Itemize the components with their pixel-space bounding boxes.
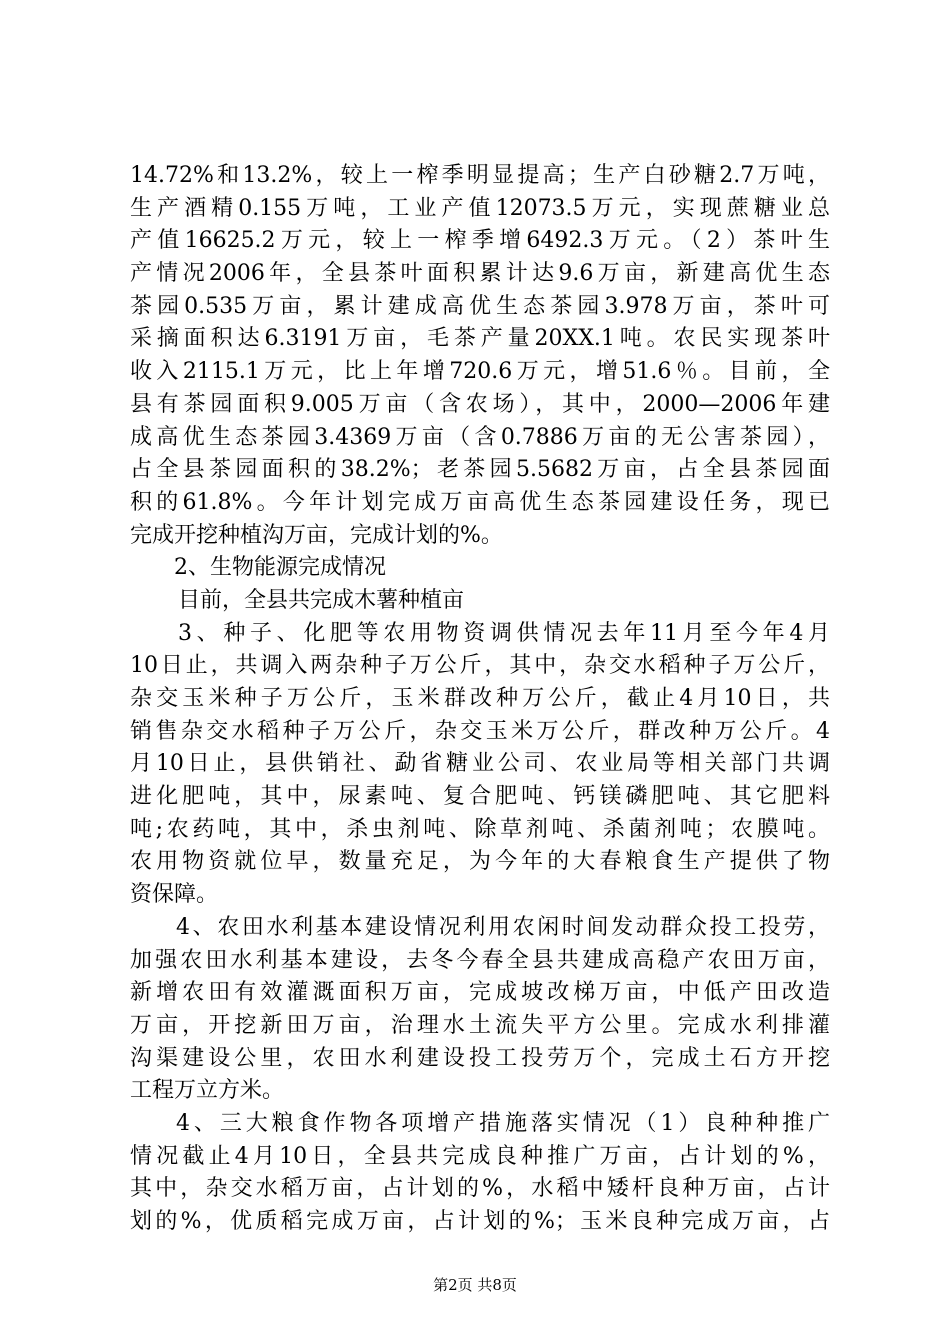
text-line: 4、农田水利基本建设情况利用农闲时间发动群众投工投劳， [176,914,830,940]
text-line: 积的61.8%。今年计划完成万亩高优生态茶园建设任务，现已 [130,489,830,515]
text-line: 月10日止，县供销社、勐省糖业公司、农业局等相关部门共调 [130,751,830,777]
text-line: 占全县茶园面积的38.2%；老茶园5.5682万亩，占全县茶园面 [130,457,830,483]
text-line: 其中，杂交水稻万亩，占计划的%，水稻中矮杆良种万亩，占计 [130,1176,830,1202]
text-line: 4、三大粮食作物各项增产措施落实情况（1）良种种推广 [176,1110,830,1136]
text-line: 新增农田有效灌溉面积万亩，完成坡改梯万亩，中低产田改造 [130,980,830,1006]
text-line: 划的%，优质稻完成万亩，占计划的%；玉米良种完成万亩，占 [130,1209,830,1234]
text-line: 工程万立方米。 [130,1078,285,1104]
text-line: 茶园0.535万亩，累计建成高优生态茶园3.978万亩，茶叶可 [130,293,830,319]
text-line: 县有茶园面积9.005万亩（含农场），其中，2000—2006年建 [130,391,830,417]
text-line: 10日止，共调入两杂种子万公斤，其中，杂交水稻种子万公斤， [130,653,830,679]
text-line: 成高优生态茶园3.4369万亩（含0.7886万亩的无公害茶园）， [130,424,830,450]
text-line: 完成开挖种植沟万亩，完成计划的%。 [130,522,503,548]
text-line: 收入2115.1万元，比上年增720.6万元，增51.6％。目前，全 [130,359,830,385]
text-line: 沟渠建设公里，农田水利建设投工投劳万个，完成土石方开挖 [130,1045,830,1071]
text-line: 加强农田水利基本建设，去冬今春全县共建成高稳产农田万亩， [130,947,830,973]
text-line: 生产酒精0.155万吨，工业产值12073.5万元，实现蔗糖业总 [130,195,830,221]
text-line: 进化肥吨，其中，尿素吨、复合肥吨、钙镁磷肥吨、其它肥料 [130,784,830,810]
text-line: 农用物资就位早，数量充足，为今年的大春粮食生产提供了物 [130,849,830,875]
text-line: 杂交玉米种子万公斤，玉米群改种万公斤，截止4月10日，共 [130,686,830,711]
text-line: 情况截止4月10日，全县共完成良种推广万亩，占计划的%， [130,1143,830,1169]
text-line: 万亩，开挖新田万亩，治理水土流失平方公里。完成水利排灌 [130,1012,830,1038]
page-number-footer: 第2页 共8页 [433,1276,517,1294]
text-line: 销售杂交水稻种子万公斤，杂交玉米万公斤，群改种万公斤。4 [130,718,830,744]
text-line: 目前，全县共完成木薯种植亩 [178,587,465,613]
text-line: 产值16625.2万元，较上一榨季增6492.3万元。（2）茶叶生 [130,228,830,254]
text-line: 14.72%和13.2%，较上一榨季明显提高；生产白砂糖2.7万吨， [130,163,830,188]
text-line: 吨;农药吨，其中，杀虫剂吨、除草剂吨、杀菌剂吨；农膜吨。 [130,816,830,842]
text-line: 产情况2006年，全县茶叶面积累计达9.6万亩，新建高优生态 [130,261,830,287]
document-body [130,160,830,1239]
text-line: 资保障。 [130,882,219,908]
text-line: 3、种子、化肥等农用物资调供情况去年11月至今年4月 [178,620,830,646]
section-heading: 2、生物能源完成情况 [174,555,386,581]
text-line: 采摘面积达6.3191万亩，毛茶产量20XX.1吨。农民实现茶叶 [130,326,830,352]
